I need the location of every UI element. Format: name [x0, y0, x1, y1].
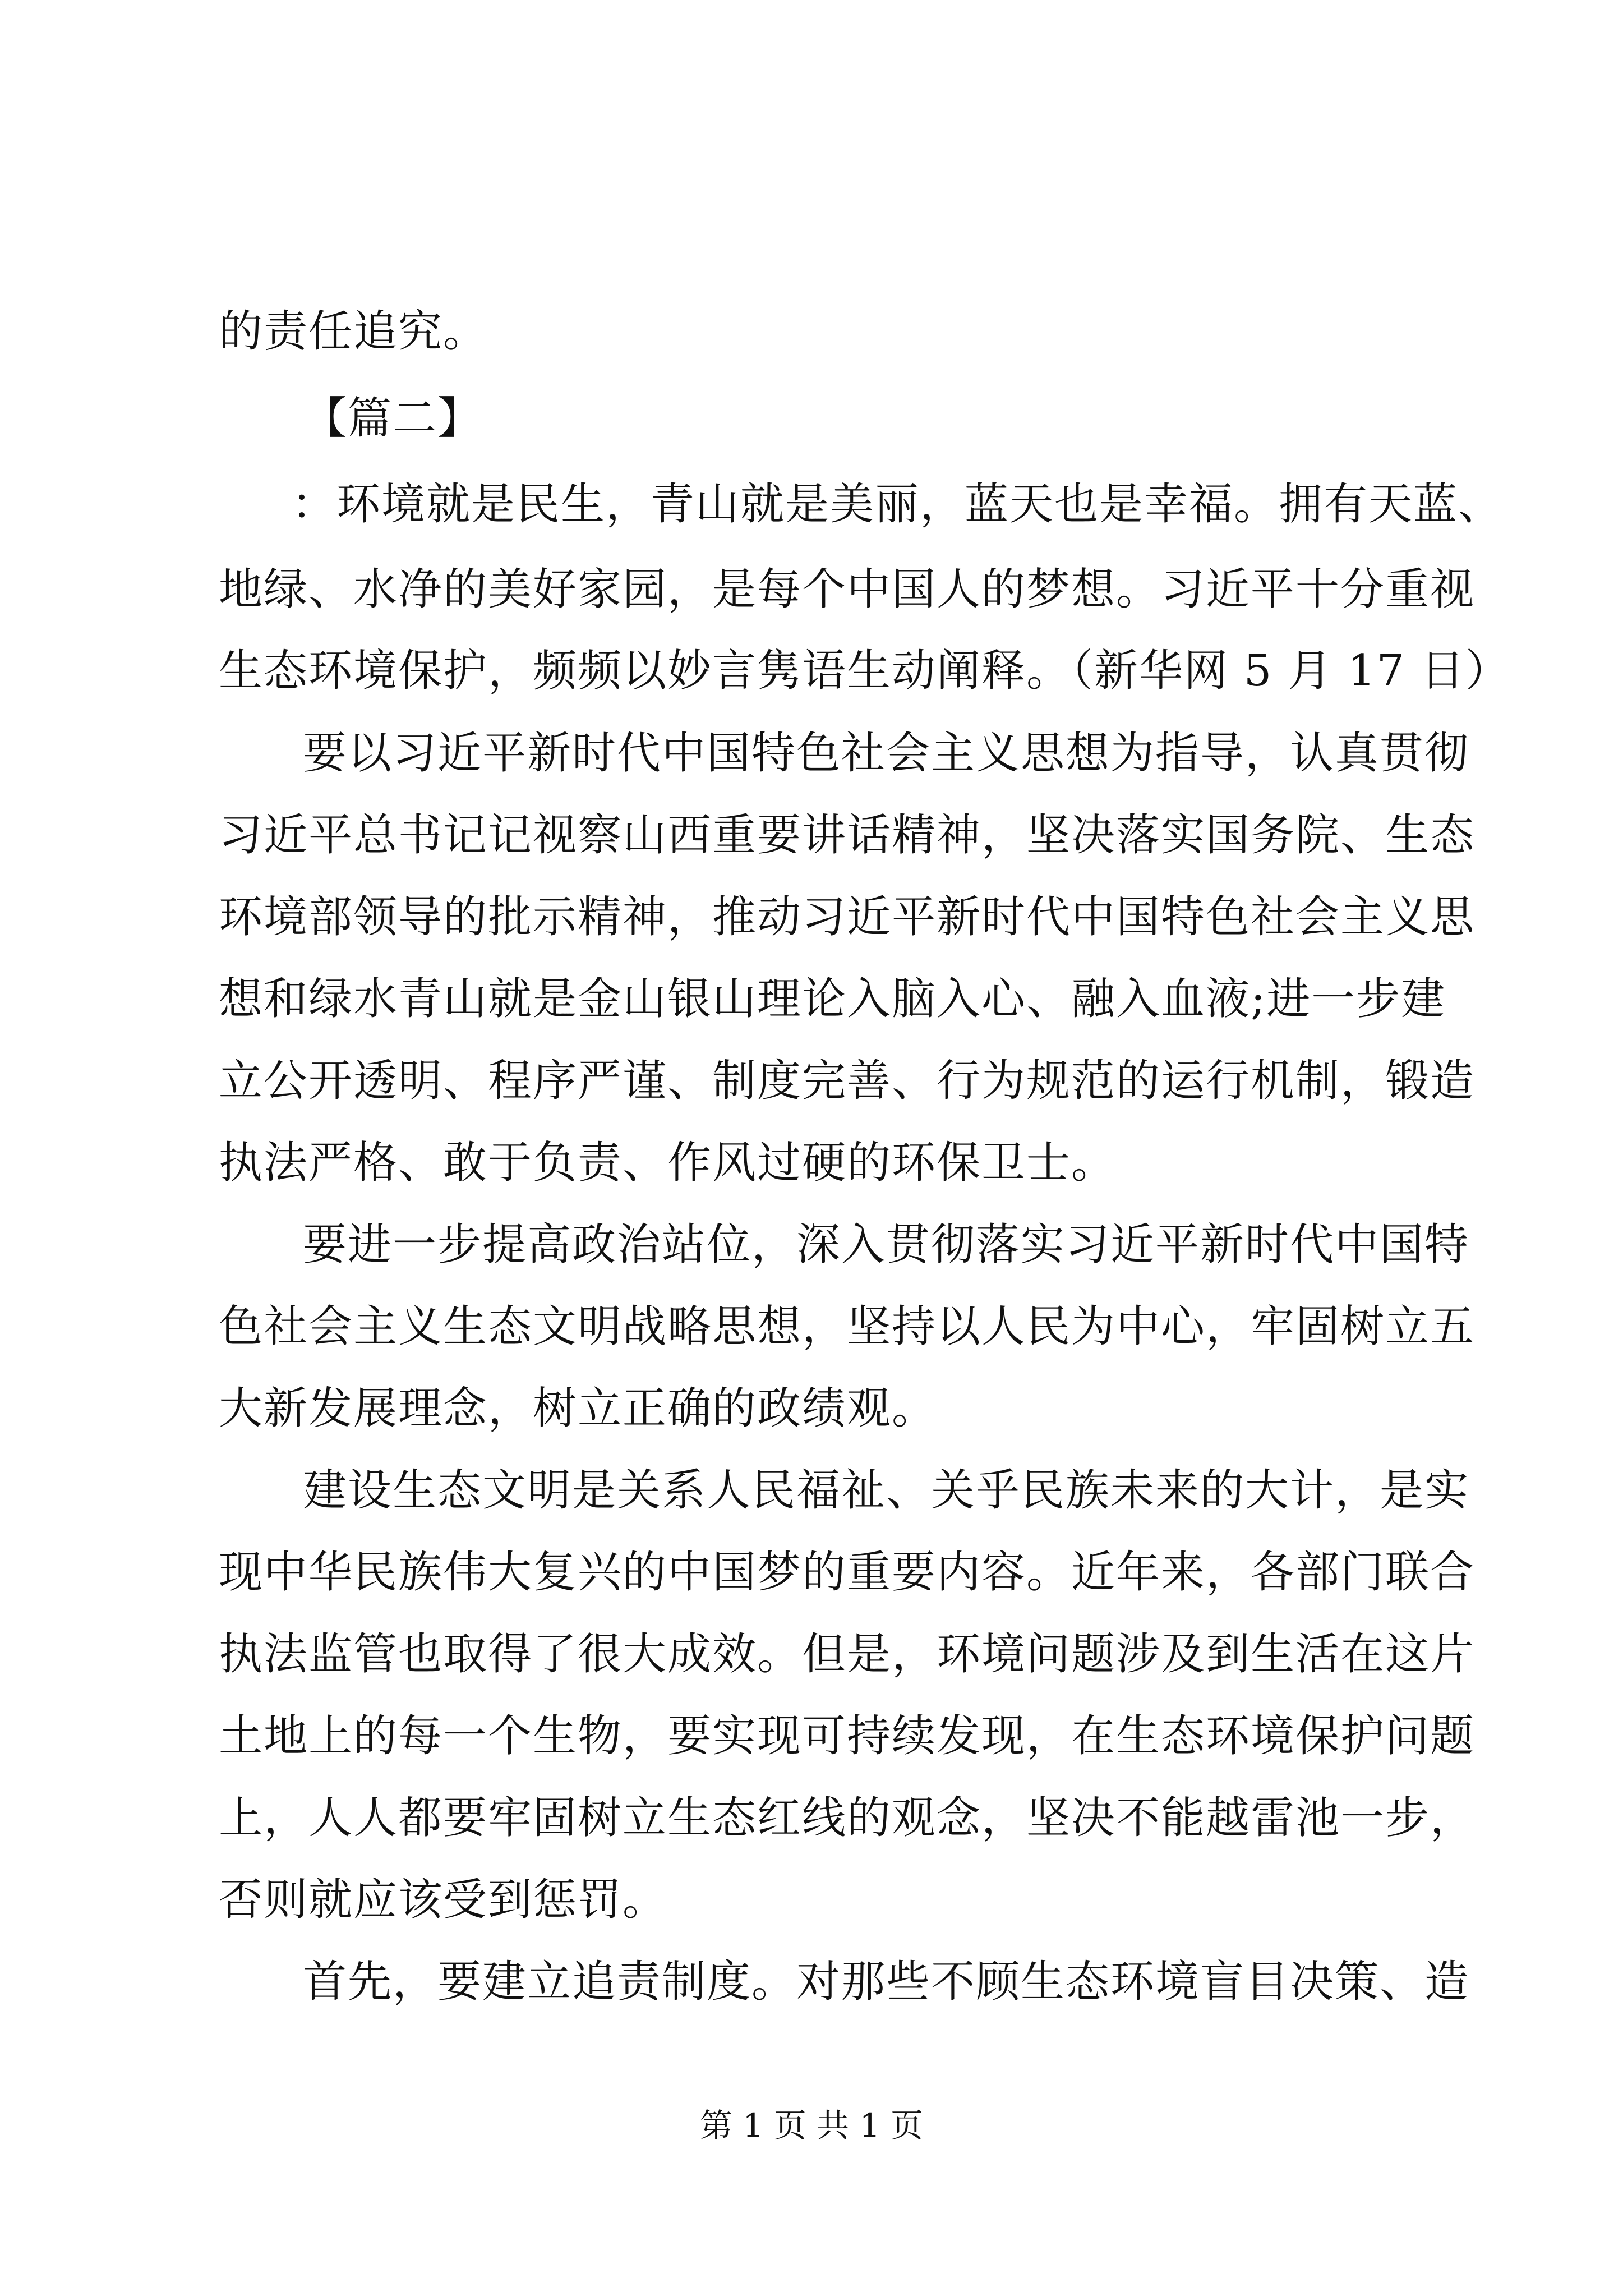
text-line-6: 要以习近平新时代中国特色社会主义思想为指导，认真贯彻 — [303, 728, 1470, 779]
section-heading: 【篇二】 — [303, 393, 483, 444]
text-line-21: 首先，要建立追责制度。对那些不顾生态环境盲目决策、造 — [303, 1957, 1470, 2007]
text-line-3: ：环境就是民生，青山就是美丽，蓝天也是幸福。拥有天蓝、 — [292, 479, 1504, 530]
text-line-4: 地绿、水净的美好家园，是每个中国人的梦想。习近平十分重视 — [219, 564, 1476, 615]
text-line-19: 上，人人都要牢固树立生态红线的观念，坚决不能越雷池一步， — [219, 1793, 1476, 1843]
page-number-footer: 第 1 页 共 1 页 — [700, 2106, 923, 2145]
text-line-10: 立公开透明、程序严谨、制度完善、行为规范的运行机制，锻造 — [219, 1056, 1476, 1106]
text-line-15: 建设生态文明是关系人民福祉、关乎民族未来的大计，是实 — [303, 1465, 1470, 1516]
text-line-14: 大新发展理念，树立正确的政绩观。 — [219, 1383, 937, 1434]
text-line-8: 环境部领导的批示精神，推动习近平新时代中国特色社会主义思 — [219, 892, 1476, 942]
text-line-11: 执法严格、敢于负责、作风过硬的环保卫士。 — [219, 1138, 1117, 1188]
text-line-16: 现中华民族伟大复兴的中国梦的重要内容。近年来，各部门联合 — [219, 1547, 1476, 1598]
text-line-13: 色社会主义生态文明战略思想，坚持以人民为中心，牢固树立五 — [219, 1301, 1476, 1352]
text-line-20: 否则就应该受到惩罚。 — [219, 1875, 668, 1925]
text-line-1: 的责任追究。 — [219, 306, 488, 357]
text-line-18: 土地上的每一个生物，要实现可持续发现，在生态环境保护问题 — [219, 1711, 1476, 1761]
text-line-5: 生态环境保护，频频以妙言隽语生动阐释。（新华网 5 月 17 日） — [219, 646, 1511, 696]
text-line-17: 执法监管也取得了很大成效。但是，环境问题涉及到生活在这片 — [219, 1629, 1476, 1680]
text-line-7: 习近平总书记记视察山西重要讲话精神，坚决落实国务院、生态 — [219, 810, 1476, 861]
text-line-9: 想和绿水青山就是金山银山理论入脑入心、融入血液;进一步建 — [219, 974, 1446, 1024]
text-line-12: 要进一步提高政治站位，深入贯彻落实习近平新时代中国特 — [303, 1220, 1470, 1270]
